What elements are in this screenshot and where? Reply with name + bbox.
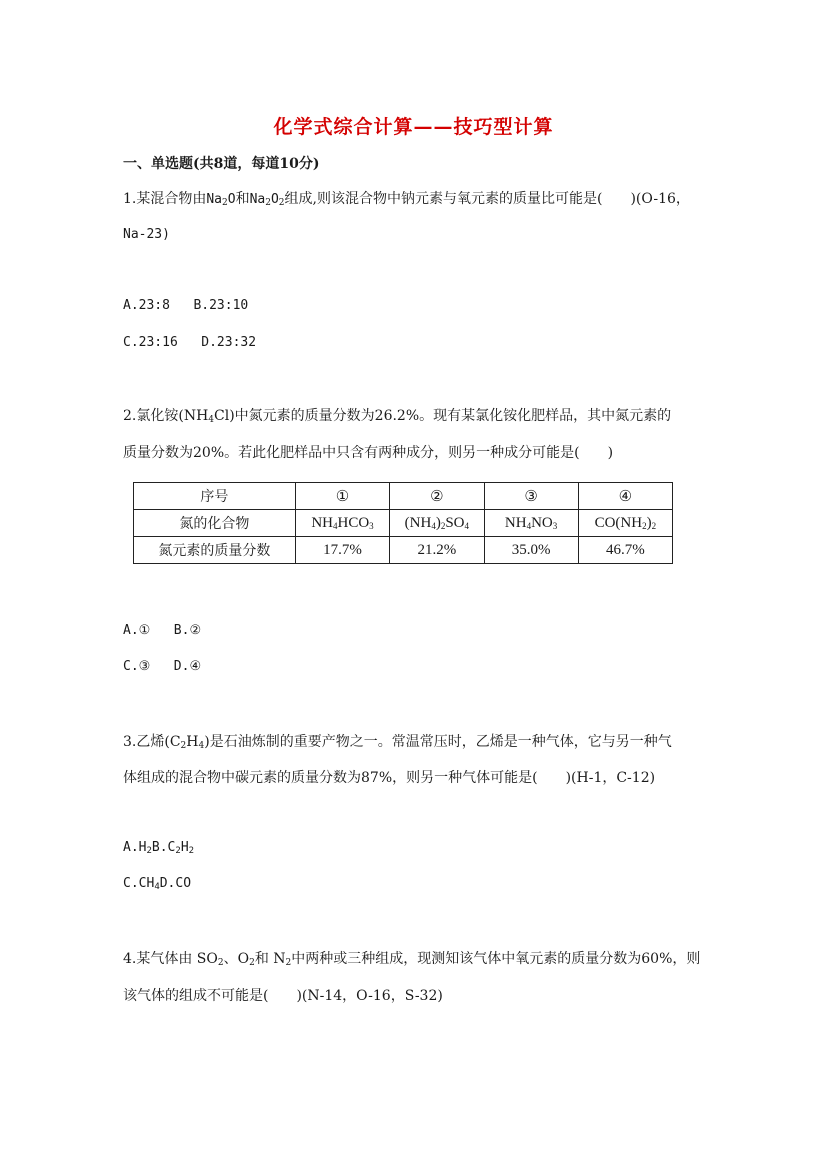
question-2-options-row-2 (123, 659, 201, 674)
question-number: 1. (123, 191, 137, 207)
table-cell: ③ (484, 483, 578, 510)
table-cell: $NH_4NO_3$ (484, 510, 578, 537)
question-1-line-1: 1.某混合物由$Na_2O$和$Na_2O_2$组成,则该混合物中钠元素与氧元素的质量比可能是( )(O-16， (123, 191, 690, 208)
option-a[interactable]: A.① (123, 623, 151, 638)
table-cell: 35.0% (484, 537, 578, 564)
question-3-line-2: 体组成的混合物中碳元素的质量分数为87%，则另一种气体可能是( )(H-1，C-12) (123, 770, 656, 786)
option-d[interactable]: D.④ (173, 659, 202, 674)
table-cell: 序号 (134, 483, 296, 510)
question-number: 3. (123, 734, 137, 750)
option-c-d[interactable]: $C.CH_4D.CO$ (123, 876, 192, 892)
question-3-line-1: 3.乙烯$(C_2H_4)$是石油炼制的重要产物之一。常温常压时，乙烯是一种气体，它与另一种气 (123, 734, 672, 751)
question-number: 4. (123, 951, 137, 967)
table-cell: 21.2% (390, 537, 484, 564)
table-cell: $(NH_4)_2SO_4$ (390, 510, 484, 537)
table-cell: ① (295, 483, 389, 510)
option-d[interactable]: D.23:32 (201, 335, 257, 350)
table-row (134, 510, 673, 537)
question-3-options-row-2 (123, 876, 191, 891)
question-number: 2. (123, 408, 137, 424)
option-b[interactable]: B.23:10 (193, 298, 249, 313)
nitrogen-compounds-table (133, 482, 673, 564)
question-4-line-1: 4.某气体由 $SO_2$、$O_2$和 $N_2$中两种或三种组成，现测知该气体中氧元素的质量分数为60%，则 (123, 951, 701, 968)
table-cell: $CO(NH_2)_2$ (578, 510, 672, 537)
option-c[interactable]: C.23:16 (123, 335, 178, 350)
table-cell: 氮的化合物 (134, 510, 296, 537)
question-2-line-1: 2.氯化铵$(NH_4Cl)$中氮元素的质量分数为26.2%。现有某氯化铵化肥样品，其中氮元素的 (123, 408, 672, 425)
question-3-options-row-1 (123, 840, 194, 855)
option-b[interactable]: B.② (173, 623, 202, 638)
question-4-line-2: 该气体的组成不可能是( )(N-14，O-16，S-32) (123, 988, 443, 1004)
option-a-b[interactable]: $A.H_2B.C_2H_2$ (123, 840, 195, 856)
table-row (134, 537, 673, 564)
table-header-row (134, 483, 673, 510)
table-cell: ④ (578, 483, 672, 510)
table-cell: $NH_4HCO_3$ (295, 510, 389, 537)
table-cell: ② (390, 483, 484, 510)
table-cell: 17.7% (295, 537, 389, 564)
table-cell: 46.7% (578, 537, 672, 564)
section-heading: 一、单选题(共8道，每道10分) (123, 156, 320, 172)
page-title: 化学式综合计算——技巧型计算 (273, 116, 554, 138)
question-1-line-2: Na-23) (123, 227, 170, 242)
question-2-line-2: 质量分数为20%。若此化肥样品中只含有两种成分，则另一种成分可能是( ) (123, 445, 614, 461)
question-2-options-row-1 (123, 623, 201, 638)
question-1-options-row-1 (123, 298, 248, 313)
table-cell: 氮元素的质量分数 (134, 537, 296, 564)
option-a[interactable]: A.23:8 (123, 298, 170, 313)
question-1-options-row-2 (123, 335, 256, 350)
option-c[interactable]: C.③ (123, 659, 151, 674)
